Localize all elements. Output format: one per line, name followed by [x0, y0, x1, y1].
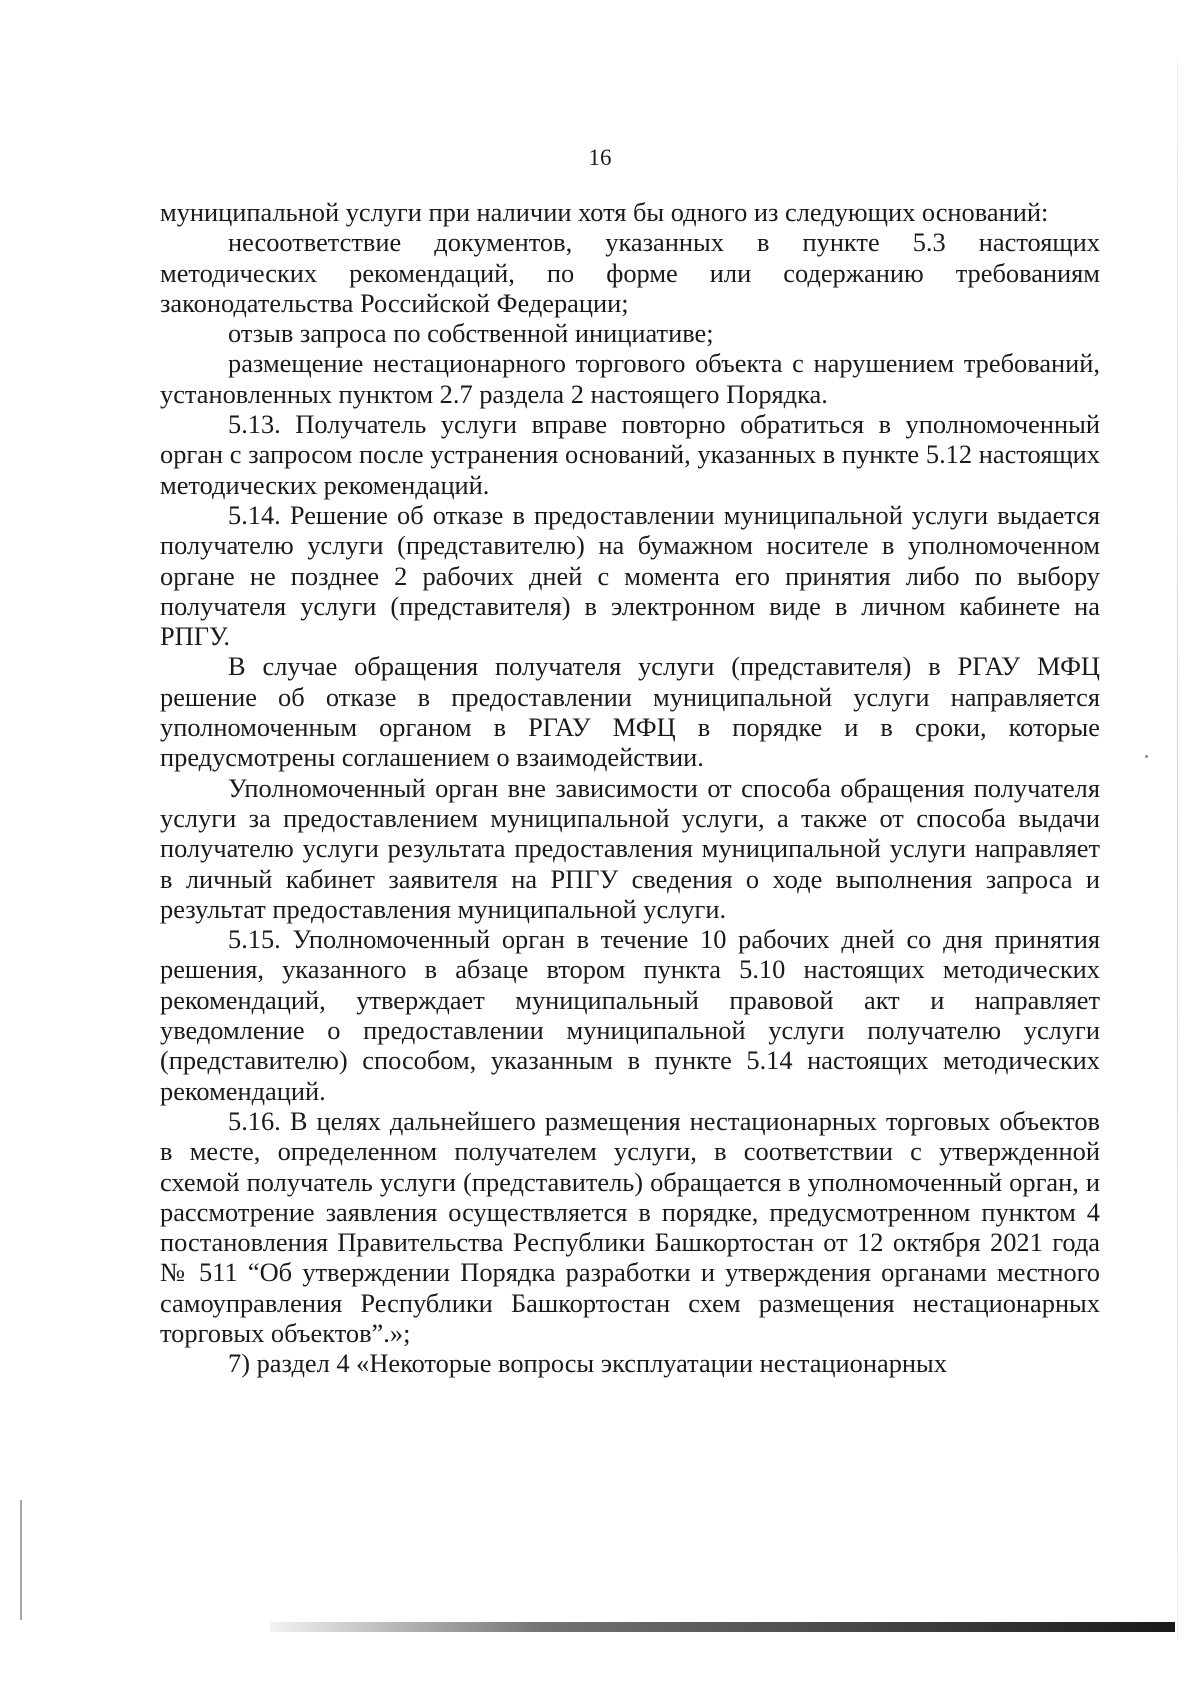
scan-edge-right [1177, 60, 1178, 1640]
scan-speck [1145, 755, 1148, 758]
scan-edge-left [20, 1500, 22, 1620]
paragraph: Уполномоченный орган вне зависимости от способа обращения получателя услуги за предоставлением муниципальной услуги, а также от способа выдачи получателю услуги результата предоставления муниципальной услуги направляет в личный кабинет заявителя на РПГУ сведения о ходе выполнения запроса и результат предоставления муниципальной услуги. [160, 772, 1100, 924]
paragraph: 5.13. Получатель услуги вправе повторно обратиться в уполномоченный орган с запросом после устранения оснований, указанных в пункте 5.12 настоящих методических рекомендаций. [160, 409, 1100, 500]
document-body [160, 197, 1100, 1379]
paragraph: 5.16. В целях дальнейшего размещения нестационарных торговых объектов в месте, определенном получателем услуги, в соответствии с утвержденной схемой получатель услуги (представитель) обращается в уполномоченный орган, и рассмотрение заявления осуществляется в порядке, предусмотренном пунктом 4 постановления Правительства Республики Башкортостан от 12 октября 2021 года № 511 “Об утверждении Порядка разработки и утверждения органами местного самоуправления Республики Башкортостан схем размещения нестационарных торговых объектов”.»; [160, 1105, 1100, 1348]
page-number: 16 [588, 145, 612, 170]
paragraph: 7) раздел 4 «Некоторые вопросы эксплуатации нестационарных [228, 1348, 947, 1379]
paragraph: размещение нестационарного торгового объекта с нарушением требований, установленных пунктом 2.7 раздела 2 настоящего Порядка. [160, 348, 1100, 409]
paragraph: отзыв запроса по собственной инициативе; [228, 318, 714, 349]
paragraph: несоответствие документов, указанных в пункте 5.3 настоящих методических рекомендаций, по форме или содержанию требованиям законодательства Российской Федерации; [160, 227, 1100, 318]
paragraph: муниципальной услуги при наличии хотя бы одного из следующих оснований: [160, 197, 1049, 227]
paragraph: В случае обращения получателя услуги (представителя) в РГАУ МФЦ решение об отказе в предоставлении муниципальной услуги направляется уполномоченным органом в РГАУ МФЦ в порядке и в сроки, которые предусмотрены соглашением о взаимодействии. [160, 651, 1100, 773]
paragraph: 5.15. Уполномоченный орган в течение 10 рабочих дней со дня принятия решения, указанного в абзаце втором пункта 5.10 настоящих методических рекомендаций, утверждает муниципальный правовой акт и направляет уведомление о предоставлении муниципальной услуги получателю услуги (представителю) способом, указанным в пункте 5.14 настоящих методических рекомендаций. [160, 924, 1100, 1106]
scan-bottom-shadow [270, 1622, 1175, 1632]
paragraph: 5.14. Решение об отказе в предоставлении муниципальной услуги выдается получателю услуги (представителю) на бумажном носителе в уполномоченном органе не позднее 2 рабочих дней с момента его принятия либо по выбору получателя услуги (представителя) в электронном виде в личном кабинете на РПГУ. [160, 499, 1100, 652]
